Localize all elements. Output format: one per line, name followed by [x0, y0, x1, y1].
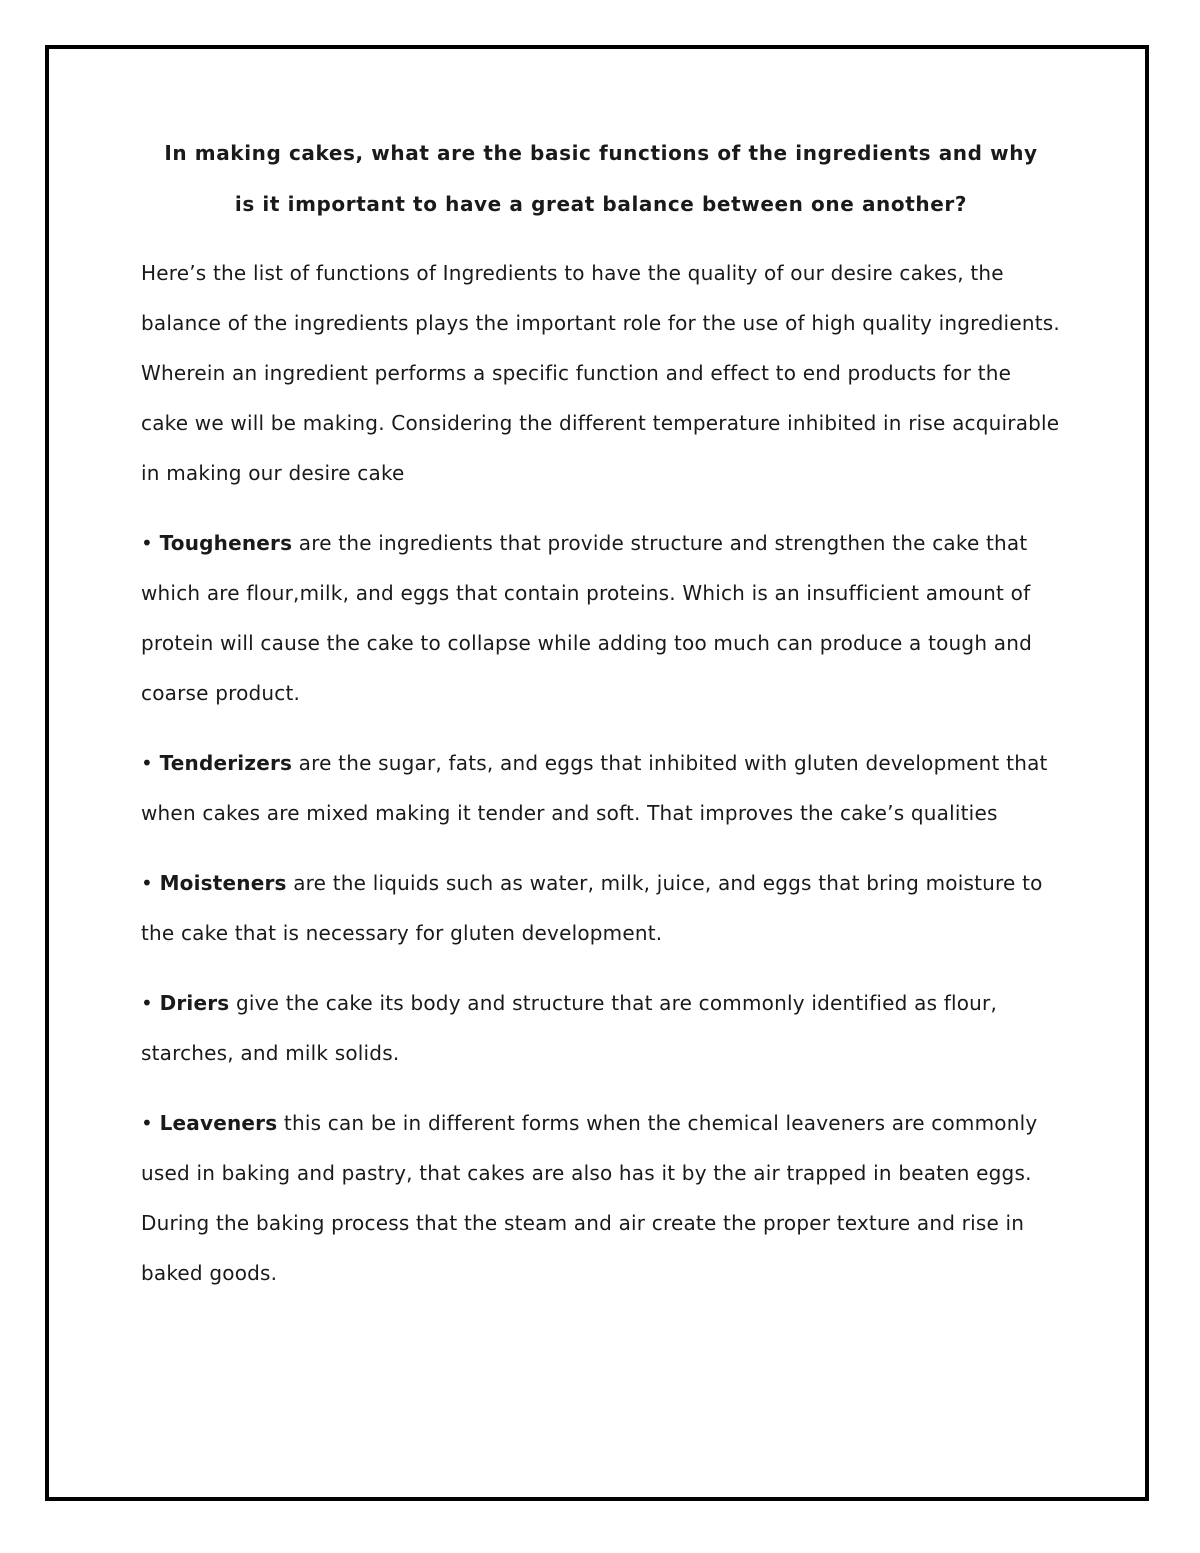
intro-paragraph: Here’s the list of functions of Ingredients to have the quality of our desire cakes, the balance of the ingredients plays the important role for the use of high quality ingredients. Wherein an ingredient performs a specific function and effect to end products for the cake we will be making. Considering the different temperature inhibited in rise acquirable in making our desire cake	[141, 261, 1060, 485]
bullet-marker: •	[141, 531, 153, 555]
document-body	[141, 128, 1061, 1298]
bullet-text: this can be in different forms when the chemical leaveners are commonly used in baking and pastry, that cakes are also has it by the air trapped in beaten eggs. During the baking process that the steam and air create the proper texture and rise in baked goods.	[141, 1111, 1038, 1285]
bullet-leaveners	[141, 1098, 1061, 1298]
bullet-marker: •	[141, 871, 153, 895]
title-line-2: is it important to have a great balance between one another?	[234, 192, 968, 216]
bullet-marker: •	[141, 1111, 153, 1135]
bullet-moisteners	[141, 858, 1061, 958]
bullet-tenderizers	[141, 738, 1061, 838]
document-title	[141, 128, 1061, 230]
bullet-term: Tenderizers	[159, 751, 293, 775]
bullet-text: are the ingredients that provide structure and strengthen the cake that which are flour,milk, and eggs that contain proteins. Which is an insufficient amount of protein will cause the cake to collapse while adding too much can produce a tough and coarse product.	[141, 531, 1032, 705]
bullet-text: are the liquids such as water, milk, juice, and eggs that bring moisture to the cake that is necessary for gluten development.	[141, 871, 1043, 945]
bullet-text: are the sugar, fats, and eggs that inhibited with gluten development that when cakes are mixed making it tender and soft. That improves the cake’s qualities	[141, 751, 1048, 825]
bullet-term: Moisteners	[159, 871, 287, 895]
bullet-marker: •	[141, 991, 153, 1015]
title-line-1: In making cakes, what are the basic functions of the ingredients and why	[164, 141, 1038, 165]
bullet-marker: •	[141, 751, 153, 775]
bullet-term: Tougheners	[159, 531, 293, 555]
bullet-term: Leaveners	[159, 1111, 278, 1135]
bullet-term: Driers	[159, 991, 230, 1015]
bullet-text: give the cake its body and structure that are commonly identified as flour, starches, and milk solids.	[141, 991, 998, 1065]
bullet-driers	[141, 978, 1061, 1078]
bullet-tougheners	[141, 518, 1061, 718]
